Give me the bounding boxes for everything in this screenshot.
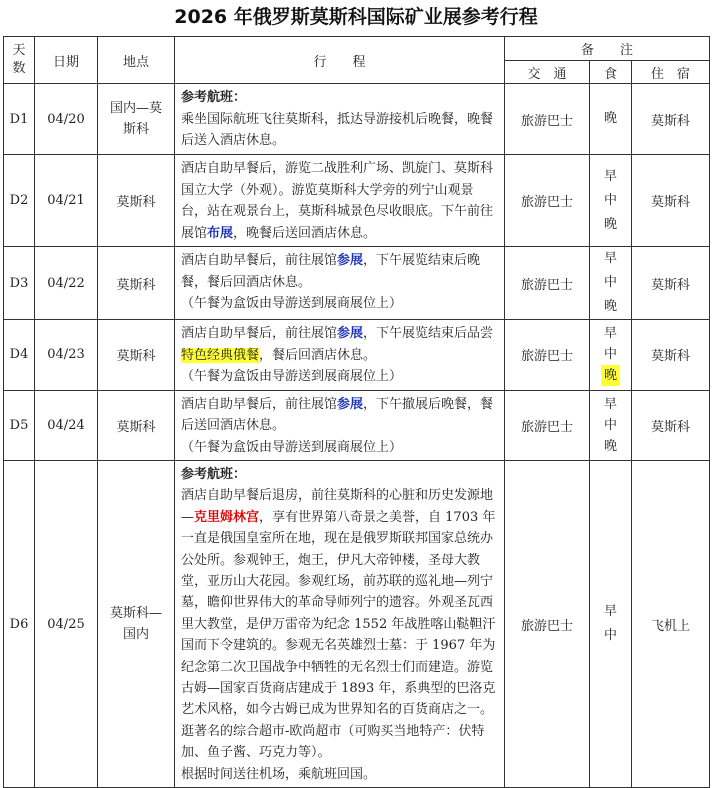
itinerary-text: 酒店自助早餐后，游览二战胜利广场、凯旋门、莫斯科国立大学（外观）。游览莫斯科大学旁的列宁山观景台，站在观景台上，莫斯科城景色尽收眼底。下午前往展馆 xyxy=(181,161,494,241)
itinerary-cell xyxy=(175,155,505,247)
lunch-note: （午餐为盒饭由导游送到展商展位上） xyxy=(181,439,403,455)
meals-cell xyxy=(590,155,632,247)
transport-cell: 旅游巴士 xyxy=(505,461,590,788)
lunch-note: （午餐为盒饭由导游送到展商展位上） xyxy=(181,369,403,384)
itinerary-text: 酒店自助早餐后退房，前往莫斯科的心脏和历史发源地— xyxy=(181,488,494,525)
highlight-exhibit: 参展 xyxy=(337,253,364,268)
itinerary-text-end: 根据时间送往机场，乘航班回国。 xyxy=(181,766,377,782)
meal-breakfast: 早 xyxy=(603,251,617,266)
header-place: 地点 xyxy=(98,37,175,84)
day-cell: D2 xyxy=(4,155,35,247)
itinerary-text-body: ，享有世界第八奇景之美誉，自 1703 年一直是俄国皇室所在地，现在是俄罗斯联邦国家总统办公处所。参观钟王，炮王，伊凡大帝钟楼，圣母大教堂，亚历山大花园。参观红场，前苏联的巡礼地—列宁墓，瞻仰世界伟大的革命导师列宁的遗容。外观圣瓦西里大教堂，是伊万雷帝为纪念 1552 年战胜喀山鞑靼汗国而下令建筑的。参观无名英雄烈士墓：于 1967 年为纪念第二次卫国战争中牺牲的无名烈士们而建造。游览古姆—国家百货商店建成于 1893 年，系典型的巴洛克艺术风格，如今古姆已成为世界知名的百货商店之一。逛著名的综合超市-欧尚超市（可购买当地特产：伏特加、鱼子酱、巧克力等）。 xyxy=(181,509,496,761)
meal-lunch: 中 xyxy=(603,628,617,644)
meal-lunch: 中 xyxy=(603,417,617,433)
meals-cell xyxy=(590,390,632,461)
meal-breakfast: 早 xyxy=(603,396,617,412)
itinerary-text-end: ，下午撤展后晚餐，餐后送回酒店休息。 xyxy=(181,396,494,433)
date-cell: 04/25 xyxy=(35,461,98,788)
meal-lunch: 中 xyxy=(603,346,617,362)
place-cell: 莫斯科 xyxy=(98,320,175,391)
itinerary-cell xyxy=(175,320,505,391)
place-cell: 莫斯科 xyxy=(98,247,175,320)
table-row xyxy=(4,247,710,320)
date-cell: 04/23 xyxy=(35,320,98,391)
itinerary-text: 酒店自助早餐后，前往展馆 xyxy=(181,396,338,412)
day-cell: D4 xyxy=(4,320,35,391)
itinerary-cell xyxy=(175,247,505,320)
meal-dinner: 晚 xyxy=(603,299,617,314)
itinerary-text-mid: ，下午展览结束后品尝 xyxy=(363,326,494,341)
transport-cell: 旅游巴士 xyxy=(505,390,590,461)
date-cell: 04/22 xyxy=(35,247,98,320)
header-date: 日期 xyxy=(35,37,98,84)
flight-heading: 参考航班： xyxy=(181,90,247,105)
day-cell: D1 xyxy=(4,84,35,155)
meals-cell xyxy=(590,320,632,391)
table-row xyxy=(4,390,710,461)
highlight-setup: 布展 xyxy=(207,225,234,241)
table-row xyxy=(4,155,710,247)
itinerary-text-end: ，餐后回酒店休息。 xyxy=(259,347,377,363)
itinerary-cell xyxy=(175,84,505,155)
itinerary-table xyxy=(3,36,710,788)
lunch-note: （午餐为盒饭由导游送到展商展位上） xyxy=(181,296,403,311)
highlight-exhibit: 参展 xyxy=(337,396,364,412)
highlight-exhibit: 参展 xyxy=(337,326,364,341)
page-title: 2026 年俄罗斯莫斯科国际矿业展参考行程 xyxy=(174,6,538,28)
table-row xyxy=(4,84,710,155)
transport-cell: 旅游巴士 xyxy=(505,84,590,155)
transport-cell: 旅游巴士 xyxy=(505,247,590,320)
itinerary-cell xyxy=(175,461,505,788)
header-itinerary: 行 程 xyxy=(175,37,505,84)
meal-breakfast: 早 xyxy=(603,604,617,620)
place-cell: 国内—莫斯科 xyxy=(98,84,175,155)
table-row xyxy=(4,461,710,788)
itinerary-text: 酒店自助早餐后，前往展馆 xyxy=(181,326,338,341)
itinerary-text-end: ，下午展览结束后晚餐，餐后回酒店休息。 xyxy=(181,253,481,290)
flight-heading: 参考航班： xyxy=(181,467,247,482)
header-meals: 食 xyxy=(590,61,632,84)
header-hotel: 住 宿 xyxy=(632,61,710,84)
hotel-cell: 莫斯科 xyxy=(632,390,710,461)
header-transport: 交 通 xyxy=(505,61,590,84)
hotel-cell: 莫斯科 xyxy=(632,247,710,320)
meal-breakfast: 早 xyxy=(603,325,617,341)
itinerary-text: 乘坐国际航班飞往莫斯科，抵达导游接机后晚餐，晚餐后送入酒店休息。 xyxy=(181,111,494,148)
header-day: 天数 xyxy=(4,37,35,84)
date-cell: 04/24 xyxy=(35,390,98,461)
meals-cell xyxy=(590,461,632,788)
place-cell: 莫斯科 xyxy=(98,155,175,247)
meal-dinner: 晚 xyxy=(601,365,620,386)
meals-cell xyxy=(590,247,632,320)
hotel-cell: 莫斯科 xyxy=(632,84,710,155)
header-notes: 备 注 xyxy=(505,37,710,61)
date-cell: 04/21 xyxy=(35,155,98,247)
hotel-cell: 莫斯科 xyxy=(632,320,710,391)
highlight-russian-dinner: 特色经典俄餐 xyxy=(181,347,260,363)
meal-dinner: 晚 xyxy=(603,111,617,126)
day-cell: D3 xyxy=(4,247,35,320)
meal-lunch: 中 xyxy=(603,192,617,208)
meal-breakfast: 早 xyxy=(603,168,617,184)
day-cell: D6 xyxy=(4,461,35,788)
itinerary-text-end: ，晚餐后送回酒店休息。 xyxy=(233,225,377,241)
place-cell: 莫斯科 xyxy=(98,390,175,461)
highlight-kremlin: 克里姆林宫 xyxy=(194,509,260,525)
itinerary-cell xyxy=(175,390,505,461)
transport-cell: 旅游巴士 xyxy=(505,320,590,391)
hotel-cell: 莫斯科 xyxy=(632,155,710,247)
day-cell: D5 xyxy=(4,390,35,461)
transport-cell: 旅游巴士 xyxy=(505,155,590,247)
meals-cell xyxy=(590,84,632,155)
meal-dinner: 晚 xyxy=(603,438,617,454)
hotel-cell: 飞机上 xyxy=(632,461,710,788)
itinerary-text: 酒店自助早餐后，前往展馆 xyxy=(181,253,338,268)
meal-dinner: 晚 xyxy=(603,216,617,232)
date-cell: 04/20 xyxy=(35,84,98,155)
meal-lunch: 中 xyxy=(603,275,617,290)
table-row xyxy=(4,320,710,391)
place-cell: 莫斯科—国内 xyxy=(98,461,175,788)
